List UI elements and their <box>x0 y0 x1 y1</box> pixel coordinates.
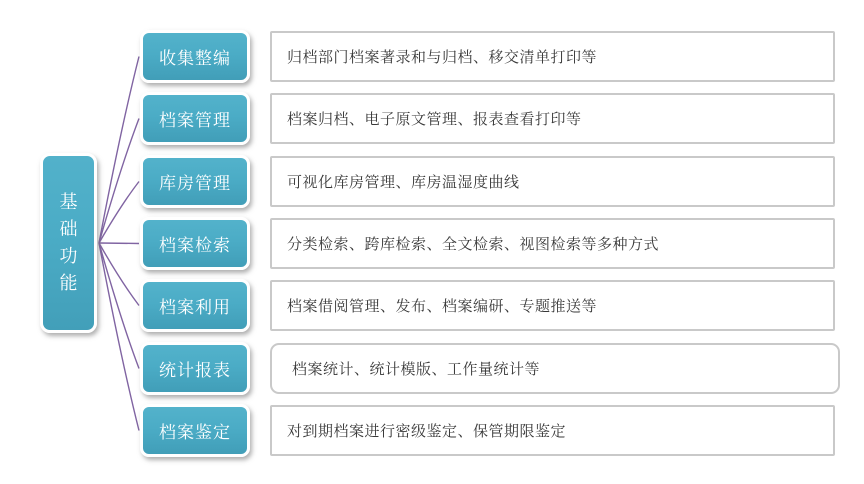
desc-collection-arrangement: 归档部门档案著录和与归档、移交清单打印等 <box>270 31 835 82</box>
root-node-char: 础 <box>59 219 78 239</box>
root-node-char: 能 <box>59 273 78 293</box>
node-archive-utilization: 档案利用 <box>140 279 250 332</box>
connector-line <box>99 182 139 244</box>
node-warehouse-management: 库房管理 <box>140 155 250 208</box>
desc-archive-management: 档案归档、电子原文管理、报表查看打印等 <box>270 93 835 144</box>
connector-line <box>99 243 139 306</box>
connector-line <box>99 57 139 244</box>
desc-archive-utilization: 档案借阅管理、发布、档案编研、专题推送等 <box>270 280 835 331</box>
desc-warehouse-management: 可视化库房管理、库房温湿度曲线 <box>270 156 835 207</box>
desc-statistics-reports: 档案统计、统计模版、工作量统计等 <box>270 343 840 394</box>
node-archive-search: 档案检索 <box>140 217 250 270</box>
connector-line <box>99 243 139 431</box>
root-node-char: 基 <box>59 192 78 212</box>
connector-line <box>99 243 139 244</box>
desc-archive-appraisal: 对到期档案进行密级鉴定、保管期限鉴定 <box>270 405 835 456</box>
connector-line <box>99 119 139 244</box>
node-archive-management: 档案管理 <box>140 92 250 145</box>
connector-line <box>99 243 139 369</box>
node-archive-appraisal: 档案鉴定 <box>140 404 250 457</box>
root-node-char: 功 <box>59 246 78 266</box>
node-collection-arrangement: 收集整编 <box>140 30 250 83</box>
desc-archive-search: 分类检索、跨库检索、全文检索、视图检索等多种方式 <box>270 218 835 269</box>
root-node-basic-functions <box>40 153 97 333</box>
node-statistics-reports: 统计报表 <box>140 342 250 395</box>
